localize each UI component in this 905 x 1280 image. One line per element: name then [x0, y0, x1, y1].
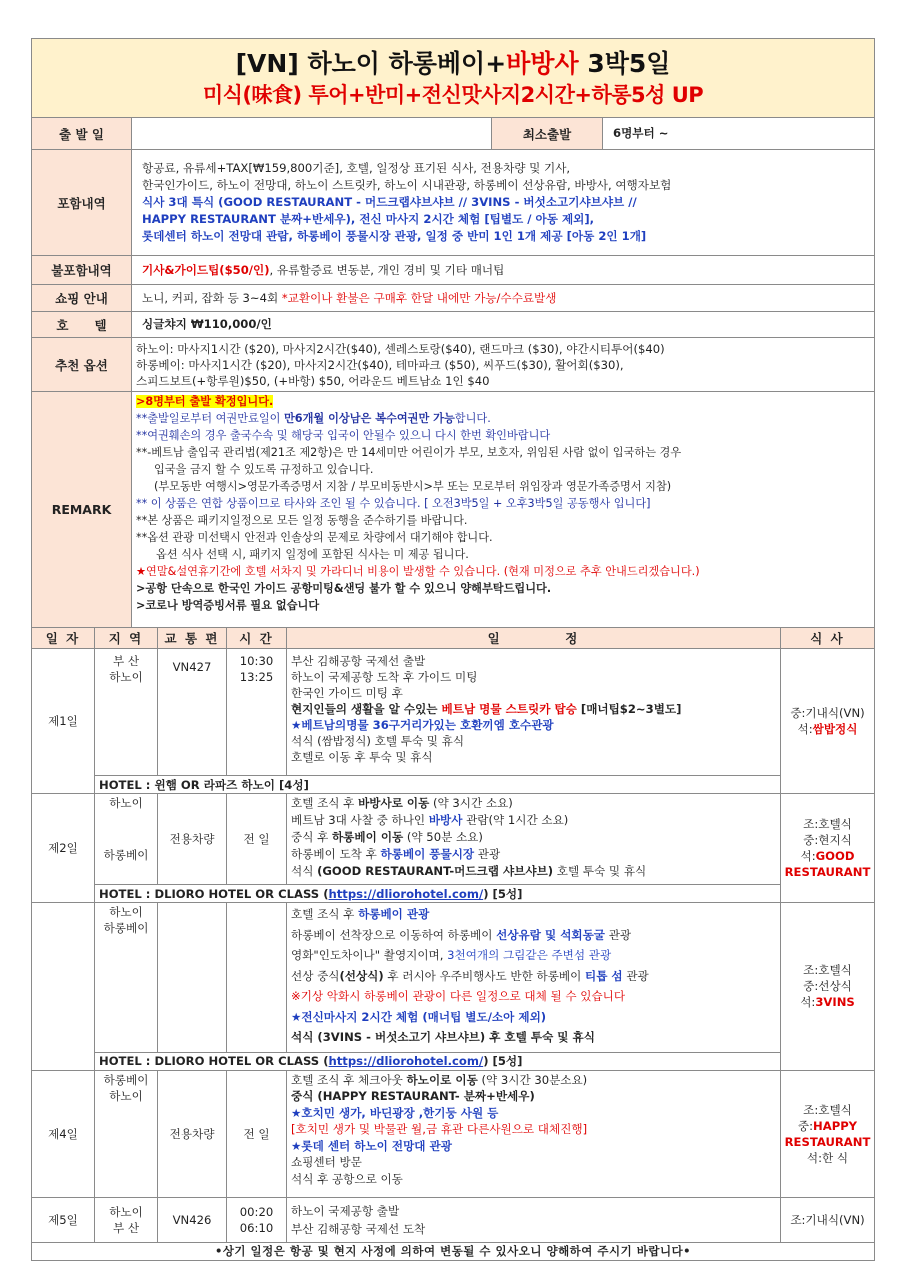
day5-transport: VN426 — [158, 1197, 227, 1242]
hotel-label: 호 텔 — [32, 312, 132, 338]
footer-row — [32, 1242, 875, 1260]
day4-meal: 조:호텔식 중:HAPPY RESTAURANT 석:한 식 — [781, 1070, 875, 1197]
day1-region: 부 산 하노이 — [95, 649, 158, 776]
day3-meal: 조:호텔식 중:선상식 석:3VINS — [781, 903, 875, 1071]
col-transport: 교 통 편 — [158, 628, 227, 649]
departure-label: 출 발 일 — [32, 118, 132, 150]
day1-hotel: HOTEL : 윈햄 OR 라파즈 하노이 [4성] — [95, 776, 781, 794]
page-title: [VN] 하노이 하롱베이+바방사 3박5일 — [235, 49, 671, 78]
day1-meal: 중:기내식(VN) 석:쌈밥정식 — [781, 649, 875, 794]
day4-transport: 전용차량 — [158, 1070, 227, 1197]
day1-hotel-row — [32, 776, 875, 794]
day3-transport — [158, 903, 227, 1053]
col-meal: 식 사 — [781, 628, 875, 649]
day3-region: 하노이 하롱베이 — [95, 903, 158, 1053]
day2-schedule: 호텔 조식 후 바방사로 이동 (약 3시간 소요) 베트남 3대 사찰 중 하나인 바방사 관람(약 1시간 소요) 중식 후 하롱베이 이동 (약 50분 소요) 하롱베이 도착 후 하롱베이 풍물시장 관광 석식 (GOOD RESTAURANT-머드크랩 샤브샤브) 호텔 투숙 및 휴식 — [287, 794, 781, 885]
departure-value — [132, 118, 492, 150]
shopping-content: 노니, 커피, 잡화 등 3~4회 *교환이나 환불은 구매후 한달 내에만 가능/수수료발생 — [132, 285, 875, 312]
itinerary-header-row — [32, 628, 875, 649]
options-content: 하노이: 마사지1시간 ($20), 마사지2시간($40), 센레스토랑($40), 랜드마크 ($30), 야간시티투어($40) 하롱베이: 마사지1시간 ($20), 마사지2시간($40), 테마파크 ($50), 씨푸드($30), 활어회($30), 스피드보트(+항루원)$50, (+바항) $50, 어라운드 베트남쇼 1인 $40 — [132, 338, 875, 392]
day5-row — [32, 1197, 875, 1242]
day2-row — [32, 794, 875, 885]
day1-transport: VN427 — [158, 649, 227, 776]
day2-label: 제2일 — [32, 794, 95, 903]
hotel-single-charge: 싱글챠지 ₩110,000/인 — [132, 312, 875, 338]
day2-transport: 전용차량 — [158, 794, 227, 885]
col-schedule: 일 정 — [287, 628, 781, 649]
day2-hotel-row — [32, 885, 875, 903]
day3-label — [32, 903, 95, 1071]
min-departure-label: 최소출발 — [492, 118, 603, 150]
included-content: 항공료, 유류세+TAX[₩159,800기준], 호텔, 일정상 표기된 식사, 전용차량 및 기사, 한국인가이드, 하노이 전망대, 하노이 스트릿카, 하노이 시내관광, 하롱베이 선상유람, 바방사, 여행자보험 식사 3대 특식 (GOOD RESTAURANT - 머드크랩샤브샤브 // 3VINS - 버섯소고기샤브샤브 // HAPPY RESTAURANT 분짜+반세우), 전신 마사지 2시간 체험 [팁별도 / 아동 제외], 롯데센터 하노이 전망대 관람, 하롱베이 풍물시장 관광, 일정 중 반미 1인 1개 제공 [아동 2인 1개] — [132, 150, 875, 256]
day3-row — [32, 903, 875, 1053]
day2-region: 하노이 하롱베이 — [95, 794, 158, 885]
footer-note: •상기 일정은 항공 및 현지 사정에 의하여 변동될 수 있사오니 양해하여 주시기 바랍니다• — [32, 1242, 875, 1260]
day4-region: 하롱베이 하노이 — [95, 1070, 158, 1197]
excluded-content: 기사&가이드팁($50/인), 유류할증료 변동분, 개인 경비 및 기타 매너팁 — [132, 256, 875, 285]
day5-time: 00:20 06:10 — [227, 1197, 287, 1242]
remark-content: >8명부터 출발 확정입니다. **출발일로부터 여권만료일이 만6개월 이상남은 복수여권만 가능합니다. **여권훼손의 경우 출국수속 및 해당국 입국이 안될수 있으니 다시 한번 확인바랍니다 **-베트남 출입국 관리법(제21조 제2항)은 만 14세미만 어린이가 부모, 보호자, 위임된 사람 없이 입국하는 경우 입국을 금지 할 수 있도록 규정하고 있습니다. (부모동반 여행시>영문가족증명서 지참 / 부모비동반시>부 또는 모로부터 위임장과 영문가족증명서 지참) ** 이 상품은 연합 상품이므로 타사와 조인 될 수 있습니다. [ 오전3박5일 + 오후3박5일 공동행사 입니다] **본 상품은 패키지일정으로 모든 일정 동행을 준수하기를 바랍니다. **옵션 관광 미선택시 안전과 인솔상의 문제로 차량에서 대기해야 합니다. 옵션 식사 선택 시, 패키지 일정에 포함된 식사는 미 제공 됩니다. ★연말&설연휴기간에 호텔 서차지 및 가라디너 비용이 발생할 수 있습니다. (현재 미정으로 추후 안내드리겠습니다.) >공항 단속으로 한국인 가이드 공항미팅&샌딩 불가 할 수 있으니 양해부탁드립니다. >코로나 방역증빙서류 필요 없습니다 — [132, 392, 875, 628]
day1-label: 제1일 — [32, 649, 95, 794]
day5-region: 하노이 부 산 — [95, 1197, 158, 1242]
header-table — [31, 38, 875, 628]
day3-hotel-row — [32, 1052, 875, 1070]
itinerary-document — [31, 38, 874, 1261]
day2-hotel: HOTEL : DLIORO HOTEL OR CLASS (https://dliorohotel.com/) [5성] — [95, 885, 781, 903]
day4-schedule: 호텔 조식 후 체크아웃 하노이로 이동 (약 3시간 30분소요) 중식 (HAPPY RESTAURANT- 분짜+반세우) ★호치민 생가, 바딘광장 ,한기둥 사원 등 [호치민 생가 및 박물관 월,금 휴관 다른사원으로 대체진행] ★롯데 센터 하노이 전망대 관광 쇼핑센터 방문 석식 후 공항으로 이동 — [287, 1070, 781, 1197]
itinerary-table — [31, 627, 875, 1261]
day2-meal: 조:호텔식 중:현지식 석:GOOD RESTAURANT — [781, 794, 875, 903]
hotel-website-link[interactable]: https://dliorohotel.com/ — [328, 886, 484, 901]
day3-schedule: 호텔 조식 후 하롱베이 관광 하롱베이 선착장으로 이동하여 하롱베이 선상유람 및 석회동굴 관광 영화"인도차이나" 촬영지이며, 3천여개의 그림같은 주변섬 관광 선상 중식(선상식) 후 러시아 우주비행사도 반한 하롱베이 티톱 섬 관광 ※기상 악화시 하롱베이 관광이 다른 일정으로 대체 될 수 있습니다 ★전신마사지 2시간 체험 (매너팁 별도/소아 제외) 석식 (3VINS - 버섯소고기 샤브샤브) 후 호텔 투숙 및 휴식 — [287, 903, 781, 1053]
day5-meal: 조:기내식(VN) — [781, 1197, 875, 1242]
remark-label: REMARK — [32, 392, 132, 628]
day4-label: 제4일 — [32, 1070, 95, 1197]
hotel-website-link[interactable]: https://dliorohotel.com/ — [328, 1054, 484, 1068]
day1-row — [32, 649, 875, 776]
included-label: 포함내역 — [32, 150, 132, 256]
min-departure-value: 6명부터 ~ — [603, 118, 875, 150]
day4-time: 전 일 — [227, 1070, 287, 1197]
day2-time: 전 일 — [227, 794, 287, 885]
day1-schedule: 부산 김해공항 국제선 출발 하노이 국제공항 도착 후 가이드 미팅 한국인 가이드 미팅 후 현지인들의 생활을 알 수있는 베트남 명물 스트릿카 탑승 [매너팁$2~3별도] ★베트남의명물 36구거리가있는 호환끼엠 호수관광 석식 (쌈밥정식) 호텔 투숙 및 휴식 호텔로 이동 후 투숙 및 휴식 — [287, 649, 781, 776]
options-label: 추천 옵션 — [32, 338, 132, 392]
col-region: 지 역 — [95, 628, 158, 649]
title-banner — [32, 39, 875, 118]
day5-schedule: 하노이 국제공항 출발 부산 김해공항 국제선 도착 — [287, 1197, 781, 1242]
day3-hotel: HOTEL : DLIORO HOTEL OR CLASS (https://dliorohotel.com/) [5성] — [95, 1052, 781, 1070]
day1-time: 10:30 13:25 — [227, 649, 287, 776]
day5-label: 제5일 — [32, 1197, 95, 1242]
excluded-label: 불포함내역 — [32, 256, 132, 285]
day3-time — [227, 903, 287, 1053]
day4-row — [32, 1070, 875, 1197]
col-time: 시 간 — [227, 628, 287, 649]
col-day: 일 자 — [32, 628, 95, 649]
shopping-label: 쇼핑 안내 — [32, 285, 132, 312]
page-subtitle: 미식(味食) 투어+반미+전신맛사지2시간+하롱5성 UP — [202, 83, 704, 107]
